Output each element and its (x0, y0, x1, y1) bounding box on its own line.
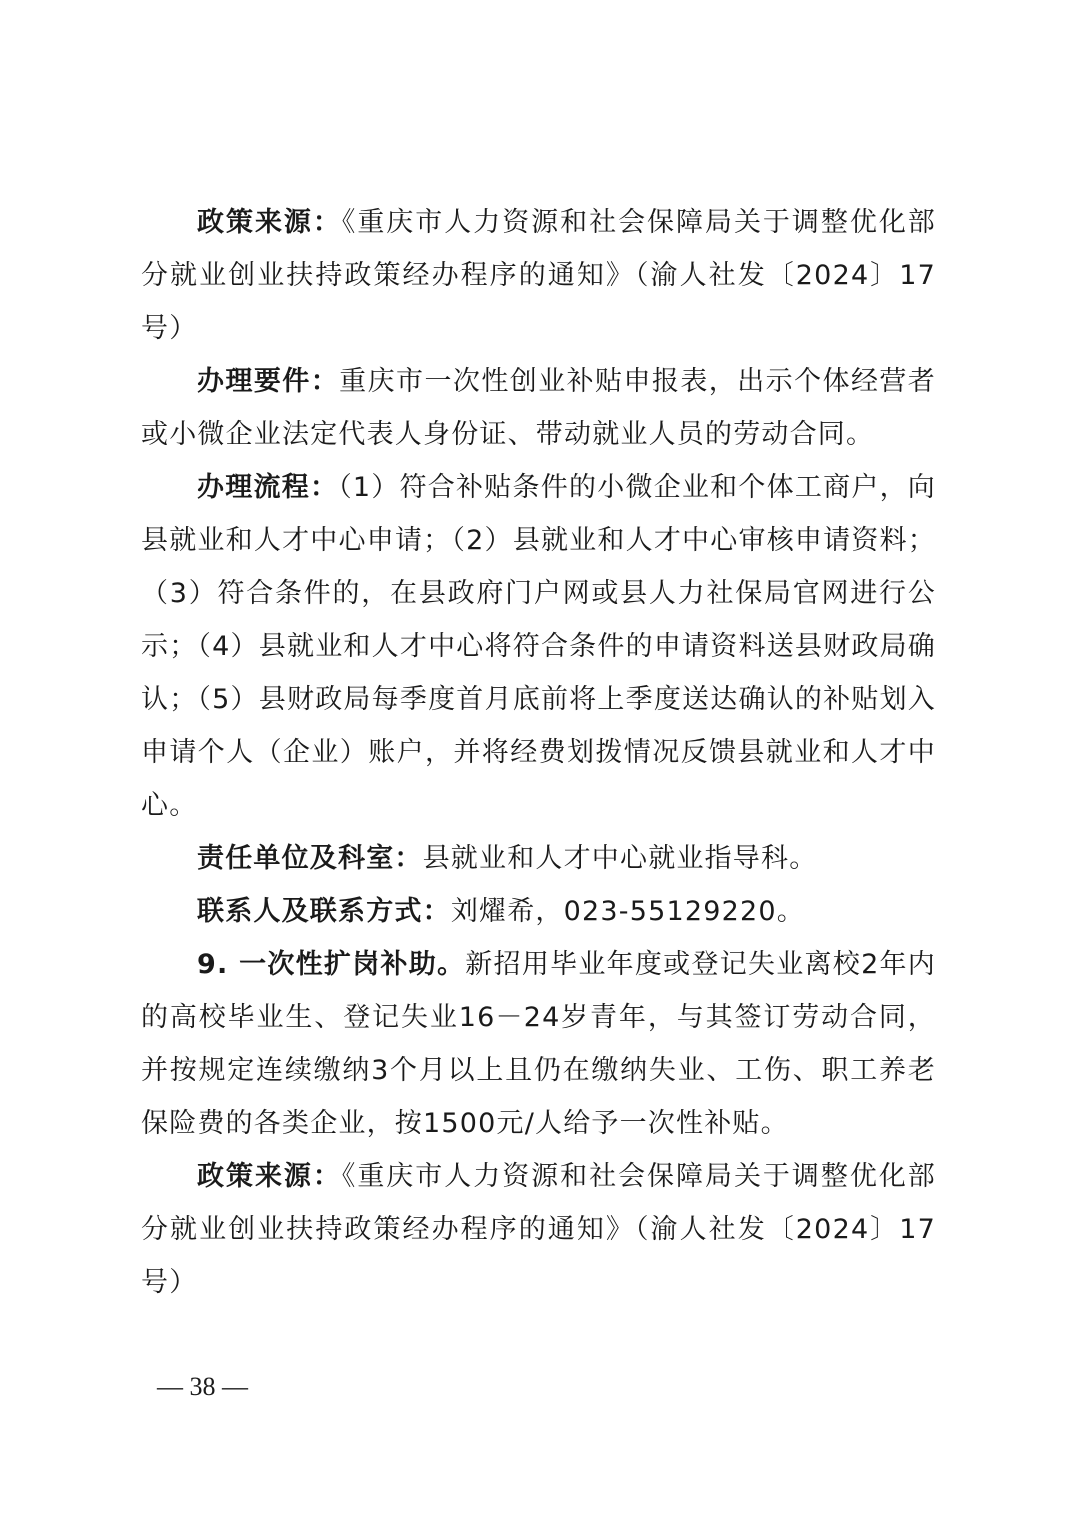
paragraph-text: 新招用毕业年度或登记失业离校2年内的高校毕业生、登记失业16－24岁青年，与其签订劳动合同，并按规定连续缴纳3个月以上且仍在缴纳失业、工伤、职工养老保险费的各类企业，按1500元/人给予一次性补贴。 (141, 949, 936, 1139)
document-body (141, 196, 936, 1309)
paragraph-label: 9. 一次性扩岗补助。 (197, 949, 466, 980)
paragraph-label: 办理流程： (197, 472, 339, 503)
paragraph-label: 政策来源： (197, 1161, 342, 1192)
policy-source-paragraph (141, 196, 936, 355)
paragraph-text: 县就业和人才中心就业指导科。 (422, 843, 818, 874)
paragraph-label: 联系人及联系方式： (197, 896, 451, 927)
item-9-paragraph (141, 938, 936, 1150)
paragraph-text: 《重庆市人力资源和社会保障局关于调整优化部分就业创业扶持政策经办程序的通知》（渝人社发〔2024〕17号） (141, 1161, 936, 1298)
contact-paragraph (141, 885, 936, 938)
paragraph-text: 重庆市一次性创业补贴申报表，出示个体经营者或小微企业法定代表人身份证、带动就业人员的劳动合同。 (141, 366, 937, 450)
paragraph-text: 刘燿希，023-55129220。 (450, 896, 805, 927)
paragraph-text: （1）符合补贴条件的小微企业和个体工商户，向县就业和人才中心申请；（2）县就业和人才中心审核申请资料；（3）符合条件的，在县政府门户网或县人力社保局官网进行公示；（4）县就业和人才中心将符合条件的申请资料送县财政局确认；（5）县财政局每季度首月底前将上季度送达确认的补贴划入申请个人（企业）账户，并将经费划拨情况反馈县就业和人才中心。 (141, 472, 937, 821)
required-documents-paragraph (141, 355, 936, 461)
paragraph-label: 办理要件： (197, 366, 340, 397)
paragraph-text: 《重庆市人力资源和社会保障局关于调整优化部分就业创业扶持政策经办程序的通知》（渝人社发〔2024〕17号） (141, 207, 936, 344)
page-number: — 38 — (157, 1372, 248, 1401)
paragraph-label: 责任单位及科室： (197, 843, 423, 874)
procedure-paragraph (141, 461, 936, 832)
paragraph-label: 政策来源： (197, 207, 342, 238)
policy-source-paragraph (141, 1150, 936, 1309)
responsible-unit-paragraph (141, 832, 936, 885)
